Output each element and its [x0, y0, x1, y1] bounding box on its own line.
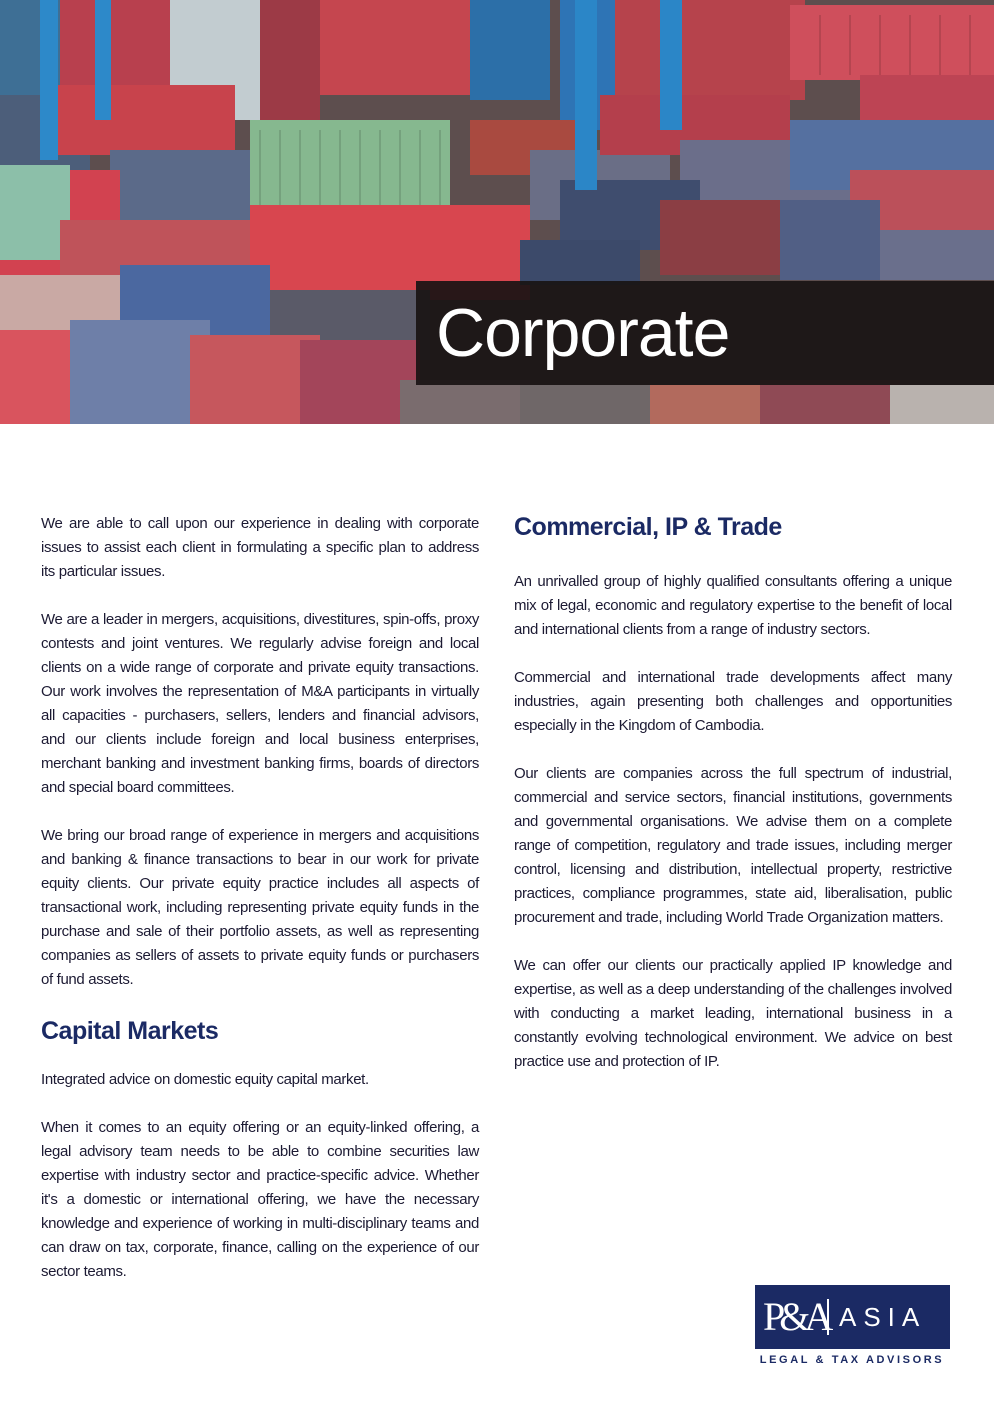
commercial-paragraph-2: Commercial and international trade developments affect many industries, again presenting both challenges and opportunities especially in the Kingdom of Cambodia.: [514, 669, 952, 734]
logo-mark: P&A: [763, 1294, 828, 1339]
hero-image: [0, 0, 994, 424]
commercial-paragraph-3: Our clients are companies across the full spectrum of industrial, commercial and service sectors, financial institutions, governments and governmental organisations. We advise them on a complete range of competition, regulatory and trade issues, including merger control, licensing and distribution, intellectual property, restrictive practices, compliance programmes, state aid, liberalisation, public procurement and trade, including World Trade Organization matters.: [514, 765, 952, 926]
capital-markets-paragraph-1: Integrated advice on domestic equity capital market.: [41, 1071, 369, 1088]
capital-markets-heading: Capital Markets: [41, 1017, 219, 1045]
left-column: [41, 512, 479, 1308]
logo-name: ASIA: [839, 1302, 927, 1332]
logo-tagline: LEGAL & TAX ADVISORS: [759, 1354, 945, 1366]
commercial-paragraph-4: We can offer our clients our practically applied IP knowledge and expertise, as well as a deep understanding of the challenges involved with conducting a market leading, international business in a constantly evolving technological environment. We advice on best practice use and protection of IP.: [514, 957, 952, 1070]
commercial-ip-trade-heading: Commercial, IP & Trade: [514, 513, 782, 541]
intro-paragraph-1: We are able to call upon our experience in dealing with corporate issues to assist each client in formulating a specific plan to address its particular issues.: [41, 515, 479, 580]
intro-paragraph-3: We bring our broad range of experience in mergers and acquisitions and banking & finance transactions to bear in our work for private equity clients. Our private equity practice includes all aspects of transactional work, including representing private equity funds in the purchase and sale of their portfolio assets, as well as representing companies as sellers of assets to private equity funds or purchasers of fund assets.: [41, 827, 479, 988]
title-band: [416, 281, 994, 385]
page-title: Corporate: [436, 295, 730, 371]
capital-markets-paragraph-2: When it comes to an equity offering or an equity-linked offering, a legal advisory team needs to be able to combine securities law expertise with industry sector and practice-specific advice. Whether it's a domestic or international offering, we have the necessary knowledge and experience of working in multi-disciplinary teams and can draw on tax, corporate, finance, calling on the experience of our sector teams.: [41, 1119, 479, 1280]
right-column: [514, 512, 952, 1098]
logo-box: [755, 1285, 950, 1349]
logo-divider: [827, 1299, 829, 1335]
commercial-paragraph-1: An unrivalled group of highly qualified consultants offering a unique mix of legal, economic and regulatory expertise to the benefit of local and international clients from a range of industry sectors.: [514, 573, 952, 638]
pa-asia-logo: [752, 1285, 952, 1370]
intro-paragraph-2: We are a leader in mergers, acquisitions, divestitures, spin-offs, proxy contests and joint ventures. We regularly advise foreign and local clients on a wide range of corporate and private equity transactions. Our work involves the representation of M&A participants in virtually all capacities - purchasers, sellers, lenders and financial advisors, and our clients include foreign and local business enterprises, merchant banking and investment banking firms, boards of directors and special board committees.: [41, 611, 479, 796]
